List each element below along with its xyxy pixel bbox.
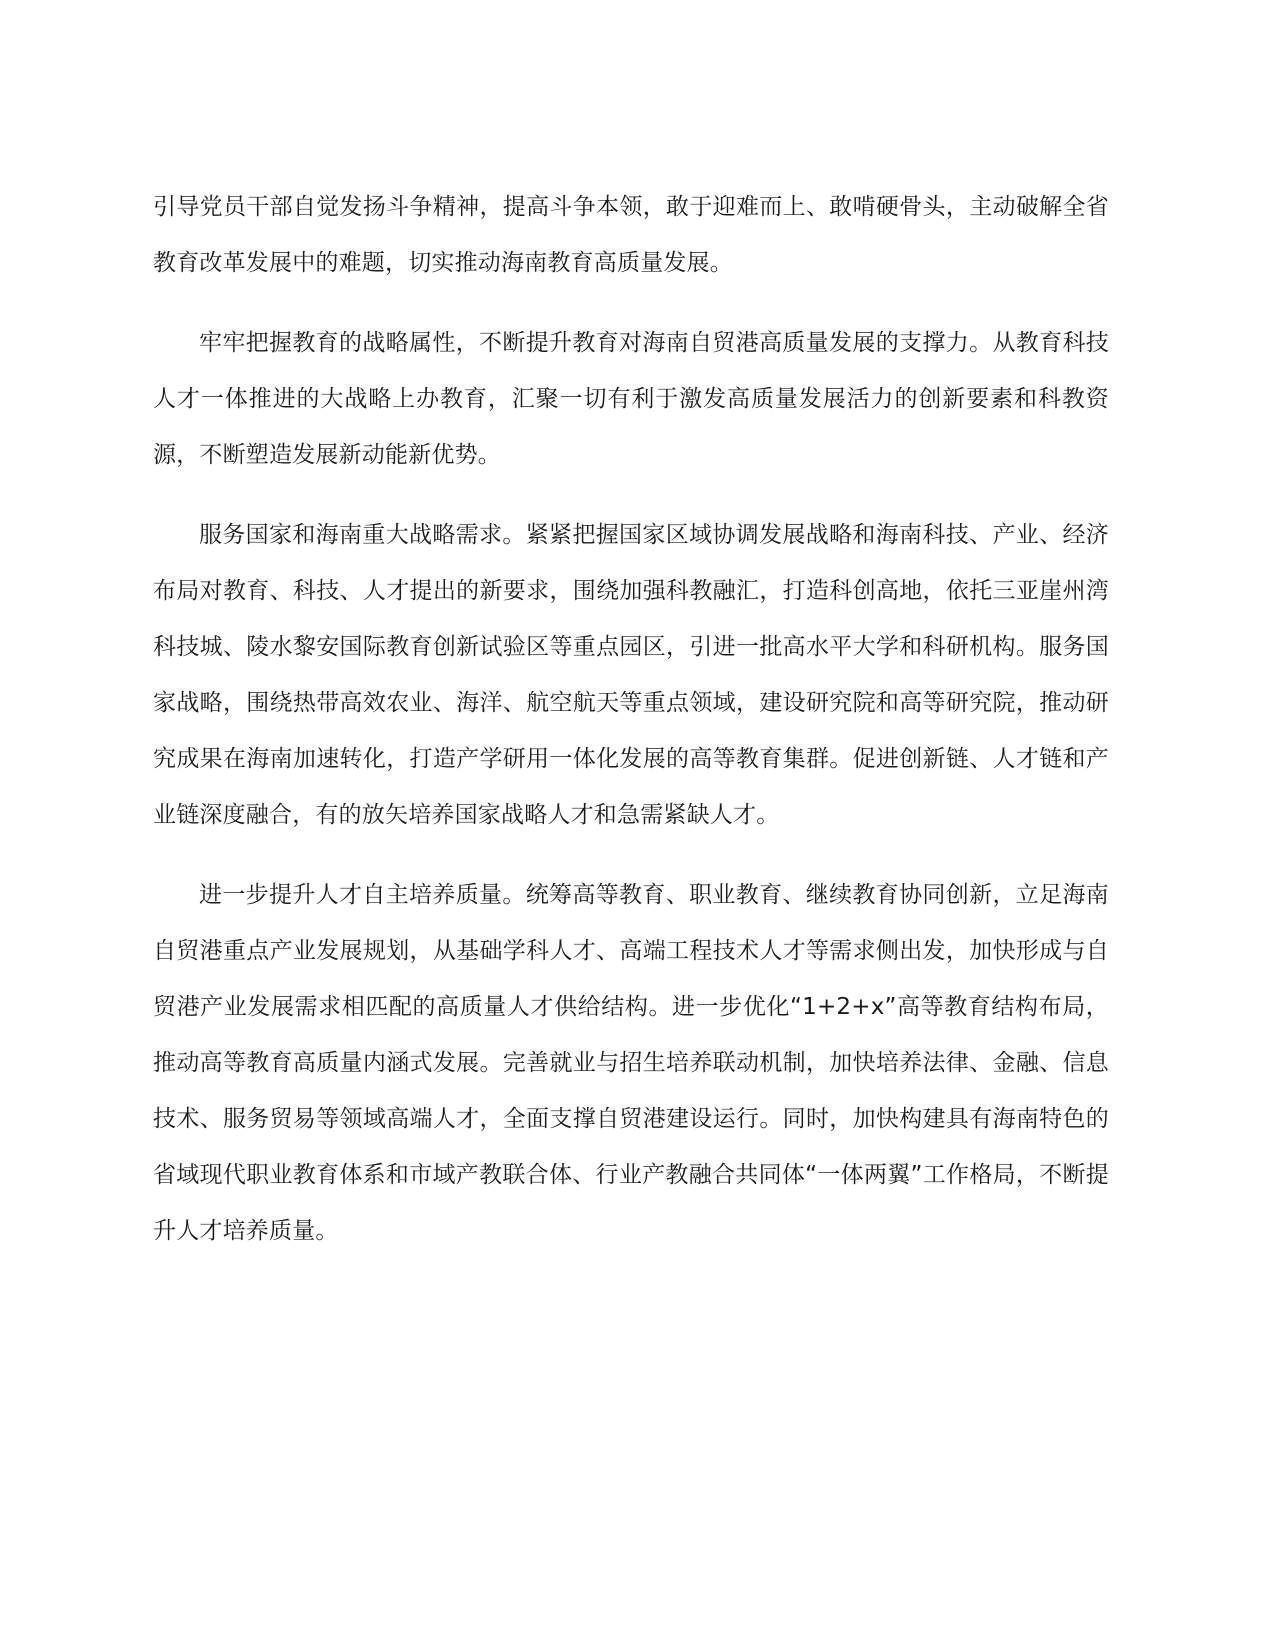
document-body [153,179,1109,1259]
paragraph-serve-national-strategy: 服务国家和海南重大战略需求。紧紧把握国家区域协调发展战略和海南科技、产业、经济布局对教育、科技、人才提出的新要求，围绕加强科教融汇，打造科创高地，依托三亚崖州湾科技城、陵水黎安国际教育创新试验区等重点园区，引进一批高水平大学和科研机构。服务国家战略，围绕热带高效农业、海洋、航空航天等重点领域，建设研究院和高等研究院，推动研究成果在海南加速转化，打造产学研用一体化发展的高等教育集群。促进创新链、人才链和产业链深度融合，有的放矢培养国家战略人才和急需紧缺人才。 [153,522,1109,828]
paragraph-continuation: 引导党员干部自觉发扬斗争精神，提高斗争本领，敢于迎难而上、敢啃硬骨头，主动破解全省教育改革发展中的难题，切实推动海南教育高质量发展。 [153,194,1109,276]
paragraph-strategic-attribute: 牢牢把握教育的战略属性，不断提升教育对海南自贸港高质量发展的支撑力。从教育科技人才一体推进的大战略上办教育，汇聚一切有利于激发高质量发展活力的创新要素和科教资源，不断塑造发展新动能新优势。 [153,330,1109,468]
paragraph-talent-cultivation: 进一步提升人才自主培养质量。统筹高等教育、职业教育、继续教育协同创新，立足海南自贸港重点产业发展规划，从基础学科人才、高端工程技术人才等需求侧出发，加快形成与自贸港产业发展需求相匹配的高质量人才供给结构。进一步优化“1+2+x”高等教育结构布局，推动高等教育高质量内涵式发展。完善就业与招生培养联动机制，加快培养法律、金融、信息技术、服务贸易等领域高端人才，全面支撑自贸港建设运行。同时，加快构建具有海南特色的省域现代职业教育体系和市域产教联合体、行业产教融合共同体“一体两翼”工作格局，不断提升人才培养质量。 [153,882,1109,1244]
